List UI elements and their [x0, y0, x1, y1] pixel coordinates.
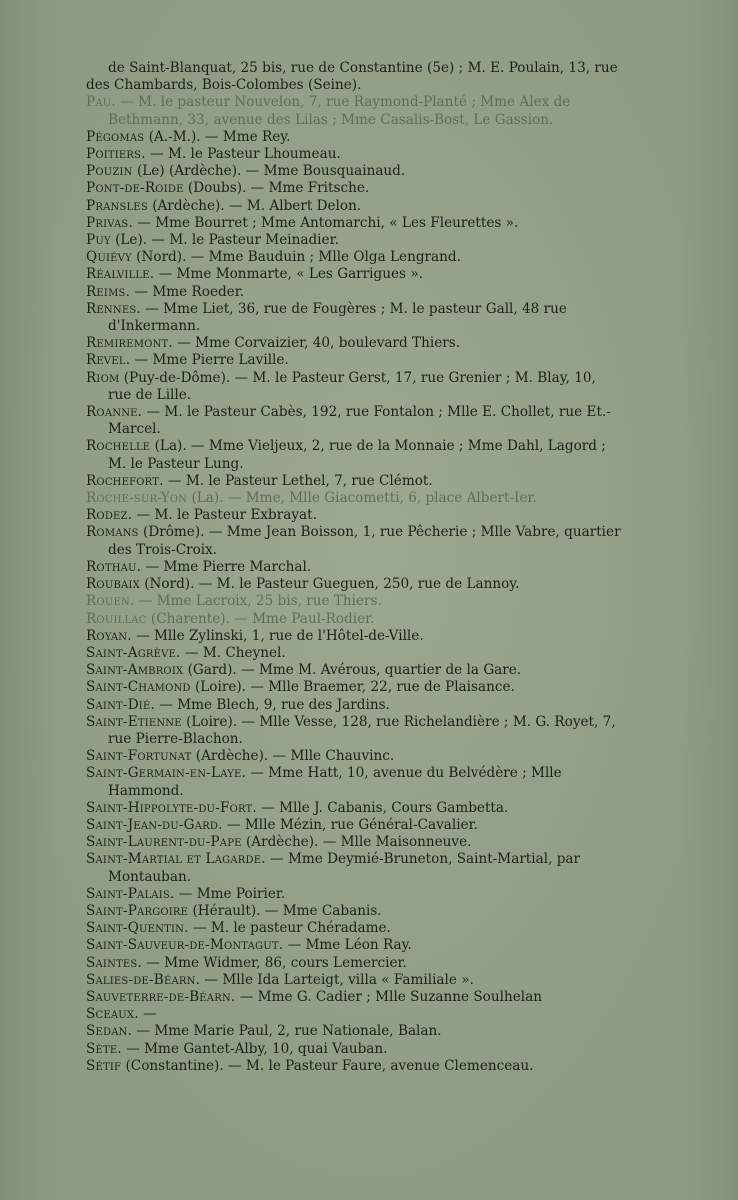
city-name: Saint-Pargoire: [86, 902, 189, 919]
entry-text: — Mlle J. Cabanis, Cours Gambetta.: [256, 799, 509, 816]
list-item: [86, 559, 622, 576]
list-item: [86, 507, 622, 524]
city-name: Saint-Dié.: [86, 696, 155, 713]
list-item: [86, 955, 622, 972]
city-name: Rennes.: [86, 300, 141, 317]
city-name: Romans: [86, 524, 139, 541]
entry-text: (Drôme). — Mme Jean Boisson, 1, rue Pêcherie ; Mlle Vabre, quartier des Trois-Croix.: [108, 524, 621, 558]
list-item: [86, 1006, 622, 1023]
list-item: [86, 765, 622, 799]
city-name: Sceaux.: [86, 1006, 139, 1023]
entry-text: — Mme Poirier.: [174, 885, 286, 902]
entry-text: — Mme Bourret ; Mme Antomarchi, « Les Fleurettes ».: [132, 214, 519, 231]
city-name: Puy: [86, 232, 111, 249]
entry-text: (Loire). — Mlle Braemer, 22, rue de Plaisance.: [190, 679, 515, 696]
city-name: Pau.: [86, 94, 116, 111]
entry-text: — Mme Gantet-Alby, 10, quai Vauban.: [121, 1040, 388, 1057]
city-name: Rothau.: [86, 558, 142, 575]
list-item: [86, 335, 622, 352]
city-name: Sedan.: [86, 1023, 133, 1040]
entry-text: — Mme Corvaizier, 40, boulevard Thiers.: [172, 335, 461, 352]
list-item: [86, 163, 622, 180]
list-item: [86, 972, 622, 989]
list-item: [86, 851, 622, 885]
entry-text: de Saint-Blanquat, 25 bis, rue de Constantine (5e) ; M. E. Poulain, 13, rue des Chambards, Bois-Colombes (Seine).: [86, 60, 618, 94]
entry-text: — M. le pasteur Nouvelon, 7, rue Raymond-Planté ; Mme Alex de Bethmann, 33, avenue des Lilas ; Mme Casalis-Bost, Le Gassion.: [108, 94, 571, 128]
list-item: [86, 180, 622, 197]
city-name: Reims.: [86, 283, 131, 300]
city-name: Saint-Chamond: [86, 679, 191, 696]
city-name: Riom: [86, 369, 120, 386]
entry-text: — Mlle Zylinski, 1, rue de l'Hôtel-de-Ville.: [131, 627, 424, 644]
address-list: [86, 60, 622, 1075]
entry-text: (Puy-de-Dôme). — M. le Pasteur Gerst, 17, rue Grenier ; M. Blay, 10, rue de Lille.: [108, 369, 596, 403]
entry-text: — Mme Roeder.: [130, 283, 245, 300]
list-item: [86, 266, 622, 283]
city-name: Saint-Germain-en-Laye.: [86, 765, 247, 782]
list-item: [86, 903, 622, 920]
entry-text: (La). — Mme, Mlle Giacometti, 6, place Albert-Ier.: [187, 490, 537, 507]
list-item: [86, 1041, 622, 1058]
entry-text: —: [138, 1006, 157, 1023]
entry-text: — M. le Pasteur Cabès, 192, rue Fontalon ; Mlle E. Chollet, rue Et.-Marcel.: [108, 404, 611, 438]
entry-text: (A.-M.). — Mme Rey.: [144, 128, 291, 145]
city-name: Roanne.: [86, 404, 143, 421]
entry-text: (Nord). — Mme Bauduin ; Mlle Olga Lengrand.: [131, 249, 461, 266]
entry-text: — Mme G. Cadier ; Mlle Suzanne Soulhelan: [235, 988, 542, 1005]
list-item: [86, 490, 622, 507]
city-name: Roche-sur-Yon: [86, 490, 188, 507]
list-item: [86, 146, 622, 163]
entry-text: — Mme Léon Ray.: [283, 937, 412, 954]
city-name: Roubaix: [86, 576, 140, 593]
list-item: [86, 438, 622, 472]
city-name: Pégomas: [86, 128, 145, 145]
entry-text: (Le) (Ardèche). — Mme Bousquainaud.: [132, 163, 406, 180]
entry-text: (Ardèche). — Mlle Maisonneuve.: [241, 834, 472, 851]
list-item: [86, 989, 622, 1006]
city-name: Saint-Fortunat: [86, 748, 192, 765]
entry-text: (Constantine). — M. le Pasteur Faure, avenue Clemenceau.: [121, 1057, 534, 1074]
city-name: Rouillac: [86, 610, 147, 627]
list-item: [86, 301, 622, 335]
city-name: Salies-de-Béarn.: [86, 971, 201, 988]
list-item: [86, 524, 622, 558]
city-name: Saint-Palais.: [86, 885, 175, 902]
list-item: [86, 834, 622, 851]
city-name: Remiremont.: [86, 335, 173, 352]
city-name: Rochefort.: [86, 472, 164, 489]
entry-text: — Mme Pierre Laville.: [130, 352, 289, 369]
city-name: Réalville.: [86, 266, 155, 283]
entry-text: (Hérault). — Mme Cabanis.: [188, 902, 382, 919]
list-item: [86, 628, 622, 645]
list-item: [86, 937, 622, 954]
entry-text: — Mme Marie Paul, 2, rue Nationale, Balan.: [132, 1023, 442, 1040]
list-item: [86, 370, 622, 404]
list-item: [86, 284, 622, 301]
entry-text: — Mme Blech, 9, rue des Jardins.: [154, 696, 390, 713]
city-name: Pouzin: [86, 163, 133, 180]
list-item: [86, 662, 622, 679]
entry-text: — Mme Lacroix, 25 bis, rue Thiers.: [134, 593, 382, 610]
list-item: [86, 920, 622, 937]
list-item: [86, 129, 622, 146]
list-item: [86, 714, 622, 748]
list-item: [86, 232, 622, 249]
entry-text: — Mme Deymié-Bruneton, Saint-Martial, par Montauban.: [108, 851, 581, 885]
city-name: Saint-Agrève.: [86, 644, 181, 661]
city-name: Saint-Ambroix: [86, 662, 184, 679]
city-name: Pransles: [86, 197, 148, 214]
city-name: Poitiers.: [86, 146, 146, 163]
list-item: [86, 352, 622, 369]
entry-text: (Charente). — Mme Paul-Rodier.: [146, 610, 375, 627]
list-item: [86, 473, 622, 490]
entry-text: (Le). — M. le Pasteur Meinadier.: [110, 232, 339, 249]
entry-text: — M. Cheynel.: [180, 644, 286, 661]
list-item: [86, 198, 622, 215]
city-name: Saint-Quentin.: [86, 920, 189, 937]
list-item: [86, 576, 622, 593]
entry-text: (Nord). — M. le Pasteur Gueguen, 250, rue de Lannoy.: [139, 576, 520, 593]
list-item: [86, 593, 622, 610]
entry-text: — M. le Pasteur Lhoumeau.: [145, 146, 341, 163]
city-name: Rodez.: [86, 507, 133, 524]
city-name: Quiévy: [86, 249, 132, 266]
entry-text: — Mme Monmarte, « Les Garrigues ».: [154, 266, 423, 283]
list-item: [86, 886, 622, 903]
list-item: [86, 215, 622, 232]
list-item: [86, 800, 622, 817]
city-name: Saint-Hippolyte-du-Fort.: [86, 799, 257, 816]
city-name: Royan.: [86, 627, 132, 644]
entry-text: (Ardèche). — Mlle Chauvinc.: [191, 748, 395, 765]
entry-text: — M. le pasteur Chéradame.: [188, 920, 391, 937]
city-name: Sauveterre-de-Béarn.: [86, 988, 236, 1005]
city-name: Saint-Jean-du-Gard.: [86, 816, 223, 833]
city-name: Revel.: [86, 352, 131, 369]
entry-text: (Loire). — Mlle Vesse, 128, rue Richelandière ; M. G. Royet, 7, rue Pierre-Blachon.: [108, 713, 616, 747]
entry-text: — M. le Pasteur Exbrayat.: [132, 507, 317, 524]
entry-text: (La). — Mme Vieljeux, 2, rue de la Monnaie ; Mme Dahl, Lagord ; M. le Pasteur Lung.: [108, 438, 606, 472]
list-item: [86, 679, 622, 696]
list-item: [86, 249, 622, 266]
entry-text: — Mme Hatt, 10, avenue du Belvédère ; Mlle Hammond.: [108, 765, 562, 799]
city-name: Saint-Martial et Lagarde.: [86, 851, 266, 868]
list-item: [86, 1023, 622, 1040]
entry-text: (Ardèche). — M. Albert Delon.: [147, 197, 362, 214]
city-name: Pont-de-Roide: [86, 180, 184, 197]
list-item: [86, 645, 622, 662]
list-item: [86, 697, 622, 714]
entry-text: — Mme Pierre Marchal.: [141, 558, 312, 575]
city-name: Saint-Etienne: [86, 713, 182, 730]
list-item: [86, 1058, 622, 1075]
list-item: [86, 748, 622, 765]
city-name: Privas.: [86, 214, 133, 231]
city-name: Saint-Sauveur-de-Montagut.: [86, 937, 284, 954]
city-name: Rochelle: [86, 438, 151, 455]
city-name: Sétif: [86, 1057, 122, 1074]
city-name: Saint-Laurent-du-Pape: [86, 834, 242, 851]
list-item: [86, 94, 622, 128]
list-item: [86, 817, 622, 834]
list-item: [86, 60, 622, 94]
city-name: Sète.: [86, 1040, 122, 1057]
entry-text: (Gard). — Mme M. Avérous, quartier de la Gare.: [183, 662, 522, 679]
entry-text: — Mlle Mézin, rue Général-Cavalier.: [222, 816, 478, 833]
entry-text: — Mlle Ida Larteigt, villa « Familiale ».: [200, 971, 474, 988]
entry-text: — M. le Pasteur Lethel, 7, rue Clémot.: [163, 472, 433, 489]
entry-text: — Mme Liet, 36, rue de Fougères ; M. le pasteur Gall, 48 rue d'Inkermann.: [108, 300, 567, 335]
list-item: [86, 404, 622, 438]
city-name: Rouen.: [86, 593, 135, 610]
list-item: [86, 611, 622, 628]
entry-text: (Doubs). — Mme Fritsche.: [183, 180, 370, 197]
city-name: Saintes.: [86, 954, 142, 971]
entry-text: — Mme Widmer, 86, cours Lemercier.: [141, 954, 407, 971]
